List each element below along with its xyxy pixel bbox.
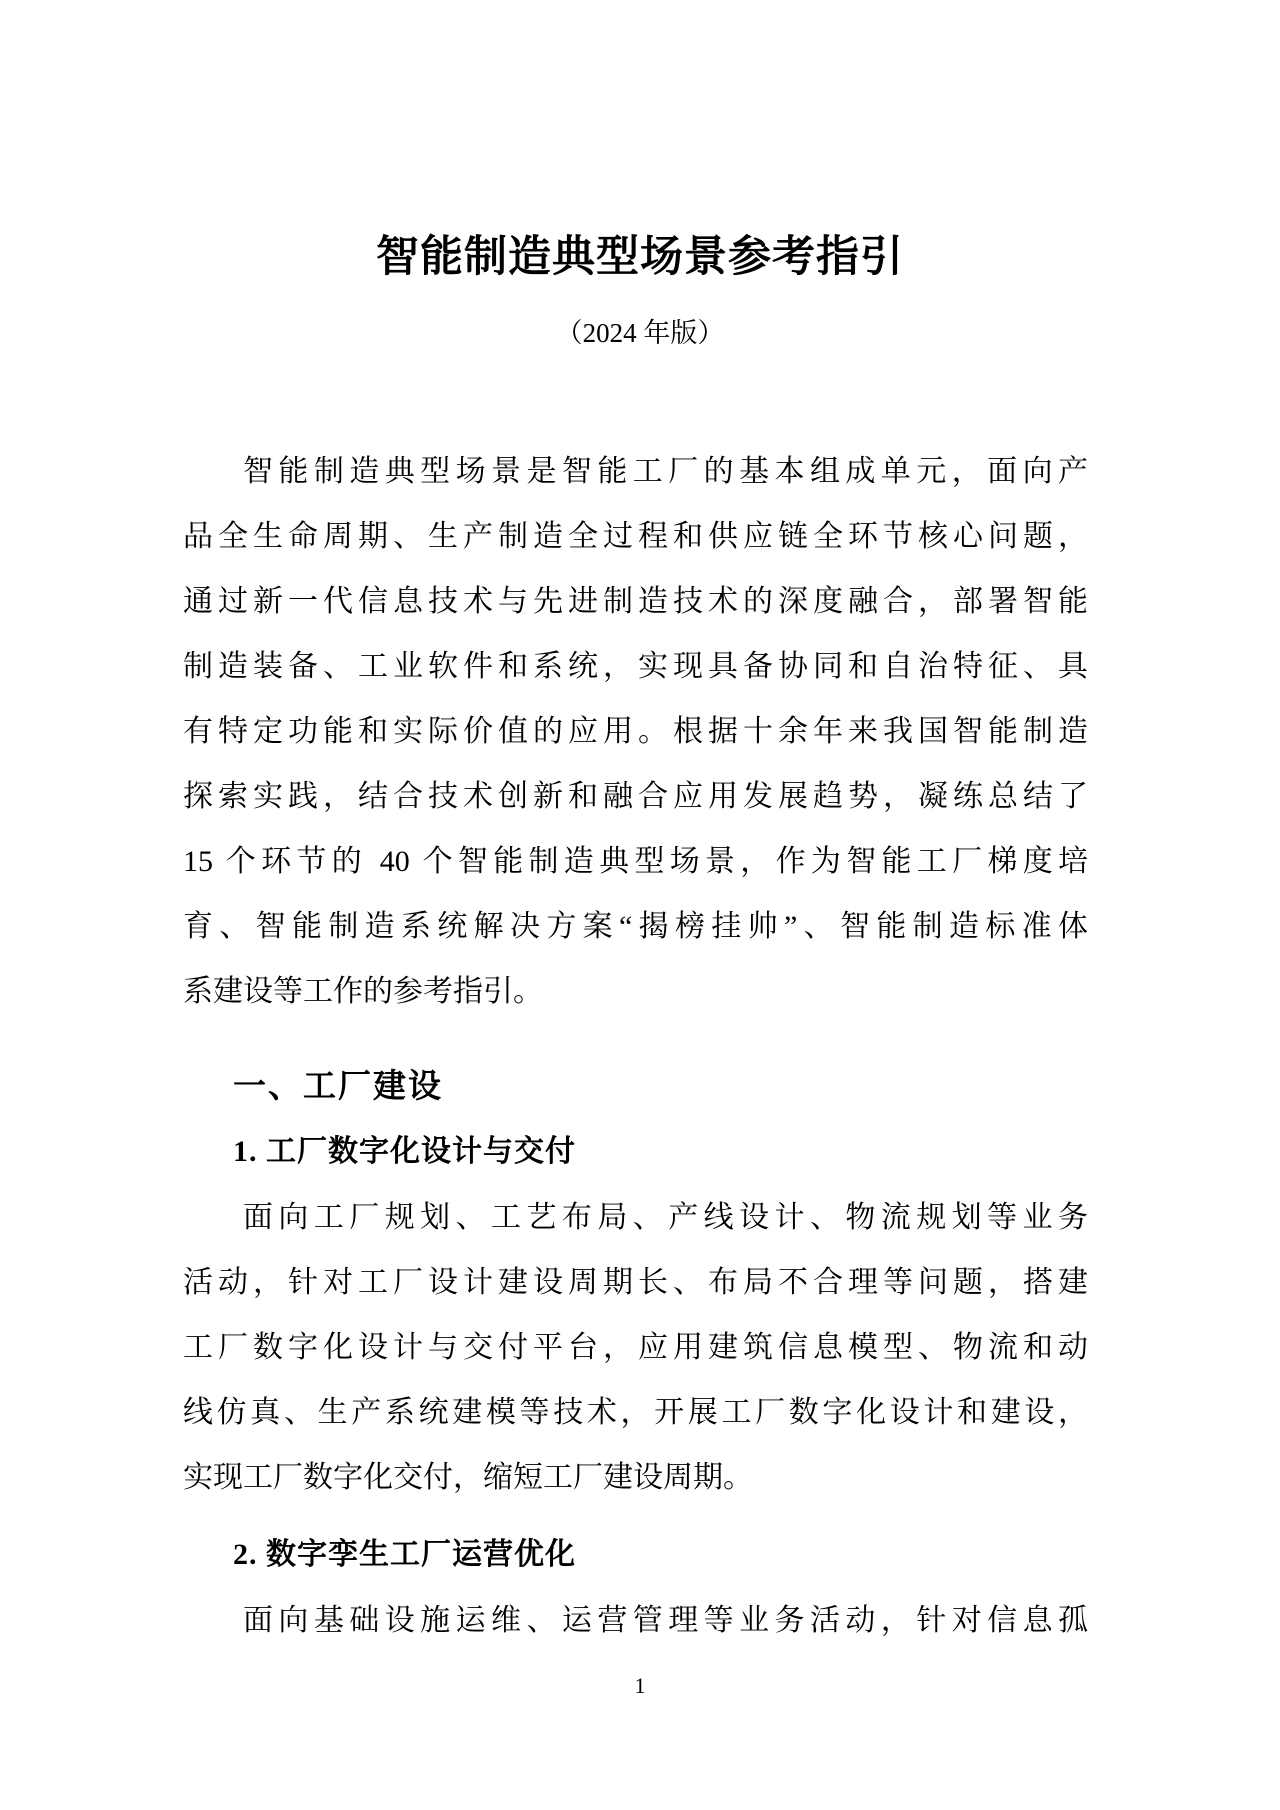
- paragraph-line: 育、智能制造系统解决方案“揭榜挂帅”、智能制造标准体: [183, 910, 1088, 943]
- doc-body: [183, 439, 1088, 1653]
- paragraph-line: 面向基础设施运维、运营管理等业务活动，针对信息孤: [243, 1604, 1088, 1637]
- paragraph-line: 活动，针对工厂设计建设周期长、布局不合理等问题，搭建: [183, 1266, 1088, 1299]
- doc-title: 智能制造典型场景参考指引: [376, 234, 904, 281]
- sub-heading: 1. 工厂数字化设计与交付: [233, 1135, 576, 1168]
- page-number: 1: [634, 1673, 646, 1698]
- paragraph-line: 实现工厂数字化交付，缩短工厂建设周期。: [183, 1461, 753, 1494]
- paragraph-line: 智能制造典型场景是智能工厂的基本组成单元，面向产: [243, 455, 1088, 488]
- paragraph-line: 系建设等工作的参考指引。: [183, 975, 543, 1008]
- paragraph-line: 通过新一代信息技术与先进制造技术的深度融合，部署智能: [183, 585, 1088, 618]
- paragraph-line: 有特定功能和实际价值的应用。根据十余年来我国智能制造: [183, 715, 1088, 748]
- paragraph-line: 工厂数字化设计与交付平台，应用建筑信息模型、物流和动: [183, 1331, 1088, 1364]
- paragraph-line: 探索实践，结合技术创新和融合应用发展趋势，凝练总结了: [183, 780, 1088, 813]
- section-heading: 一、工厂建设: [233, 1067, 443, 1104]
- paragraph-line: 线仿真、生产系统建模等技术，开展工厂数字化设计和建设，: [183, 1396, 1088, 1429]
- paragraph-line: 15 个环节的 40 个智能制造典型场景，作为智能工厂梯度培: [183, 845, 1088, 878]
- doc-subtitle: （2024 年版）: [555, 318, 725, 348]
- sub-heading: 2. 数字孪生工厂运营优化: [233, 1538, 576, 1571]
- paragraph-line: 面向工厂规划、工艺布局、产线设计、物流规划等业务: [243, 1201, 1088, 1234]
- paragraph-line: 制造装备、工业软件和系统，实现具备协同和自治特征、具: [183, 650, 1088, 683]
- paragraph-line: 品全生命周期、生产制造全过程和供应链全环节核心问题，: [183, 520, 1088, 553]
